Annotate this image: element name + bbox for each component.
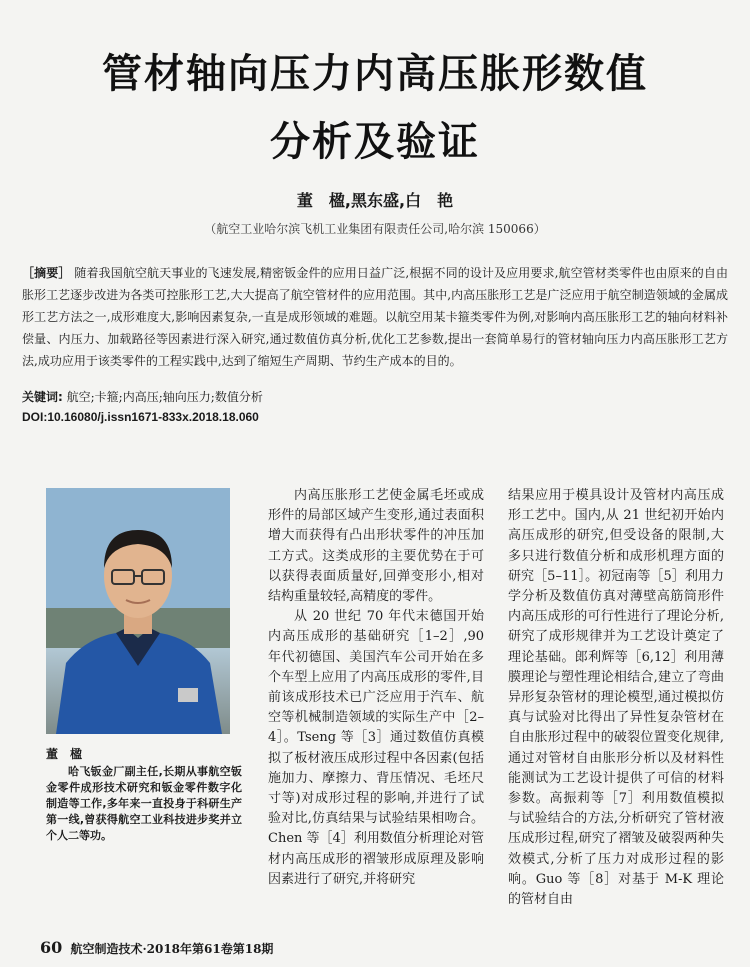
authors: 董 楹,黑东盛,白 艳 xyxy=(296,191,454,210)
paragraph: 结果应用于模具设计及管材内高压成形工艺中。国内,从 21 世纪初开始内高压成形的研究,但受设备的限制,大多只进行数值分析和成形机理方面的研究［5–11］。初冠南等［5］利用力学分析及数值仿真对薄壁高筋筒形件内高压成形的可行性进行了理论分析,研究了成形规律并为工艺设计奠定了理论基础。郎利辉等［6,12］利用薄膜理论与塑性理论相结合,建立了弯曲异形复杂管材的理论模型,通过模拟仿真与试验对比得出了异性复杂管材在自由胀形过程中的破裂位置变化规律,通过对管材自由胀形分析以及材料性能测试为工艺设计提供了可信的材料参数。高振莉等［7］利用数值模拟与试验结合的方法,分析研究了管材液压成形过程,研究了褶皱及破裂两种失效模式,分析了压力对成形过程的影响。Guo 等［8］对基于 M-K 理论的管材自由 xyxy=(508,488,724,908)
title-line-2: 分析及验证 xyxy=(270,119,480,165)
author-portrait-graphic xyxy=(46,488,230,734)
body-column-1 xyxy=(268,486,484,890)
page-footer xyxy=(40,938,273,957)
title-line-1: 管材轴向压力内高压胀形数值 xyxy=(102,51,648,97)
page-number: 60 xyxy=(40,938,63,957)
bio-name: 董 楹 xyxy=(46,747,83,761)
doi: DOI:10.16080/j.issn1671-833x.2018.18.060 xyxy=(22,410,259,424)
abstract xyxy=(22,262,728,372)
bio-text: 哈飞钣金厂副主任,长期从事航空钣金零件成形技术研究和钣金零件数字化制造等工作,多年来一直投身于科研生产第一线,曾获得航空工业科技进步奖并立个人二等功。 xyxy=(46,765,242,842)
paragraph: 内高压胀形工艺使金属毛坯或成形件的局部区域产生变形,通过表面积增大而获得有凸出形状零件的冲压加工方式。这类成形的主要优势在于可以获得表面质量好,回弹变形小,相对结构重量较轻,高精度的零件。 xyxy=(268,488,484,605)
author-photo xyxy=(46,488,230,734)
body-column-2 xyxy=(508,486,724,910)
keywords-label: 关键词: xyxy=(22,390,63,404)
keywords xyxy=(22,388,728,405)
abstract-text: 随着我国航空航天事业的飞速发展,精密钣金件的应用日益广泛,根据不同的设计及应用要求,航空管材类零件也由原来的自由胀形工艺逐步改进为各类可控胀形工艺,大大提高了航空管材件的应用范围。其中,内高压胀形工艺是广泛应用于航空制造领域的金属成形工艺方法之一,成形难度大,影响因素复杂,一直是成形领域的难题。以航空用某卡箍类零件为例,对影响内高压胀形工艺的轴向材料补偿量、内压力、加载路径等因素进行深入研究,通过数值仿真分析,优化工艺参数,提出一套简单易行的管材轴向压力内高压胀形工艺方法,成功应用于该类零件的工程实践中,达到了缩短生产周期、节约生产成本的目的。 xyxy=(22,266,728,368)
affiliation: （航空工业哈尔滨飞机工业集团有限责任公司,哈尔滨 150066） xyxy=(204,222,546,236)
journal-info: 航空制造技术·2018年第61卷第18期 xyxy=(70,942,274,956)
paragraph: 从 20 世纪 70 年代末德国开始内高压成形的基础研究［1–2］,90 年代初德国、美国汽车公司开始在多个车型上应用了内高压成形的零件,目前该成形技术已广泛应用于汽车、航空等机械制造领域的实际生产中［2–4］。Tseng 等［3］通过数值仿真模拟了板材液压成形过程中各因素(包括施加力、摩擦力、背压情况、毛坯尺寸等)对成形过程的影响,并进行了试验对比,仿真结果与试验结果相吻合。Chen 等［4］利用数值分析理论对管材内高压成形的褶皱形成原理及影响因素进行了研究,并将研究 xyxy=(268,609,484,887)
abstract-label: ［摘要］ xyxy=(22,266,71,280)
keywords-text: 航空;卡箍;内高压;轴向压力;数值分析 xyxy=(66,390,263,404)
